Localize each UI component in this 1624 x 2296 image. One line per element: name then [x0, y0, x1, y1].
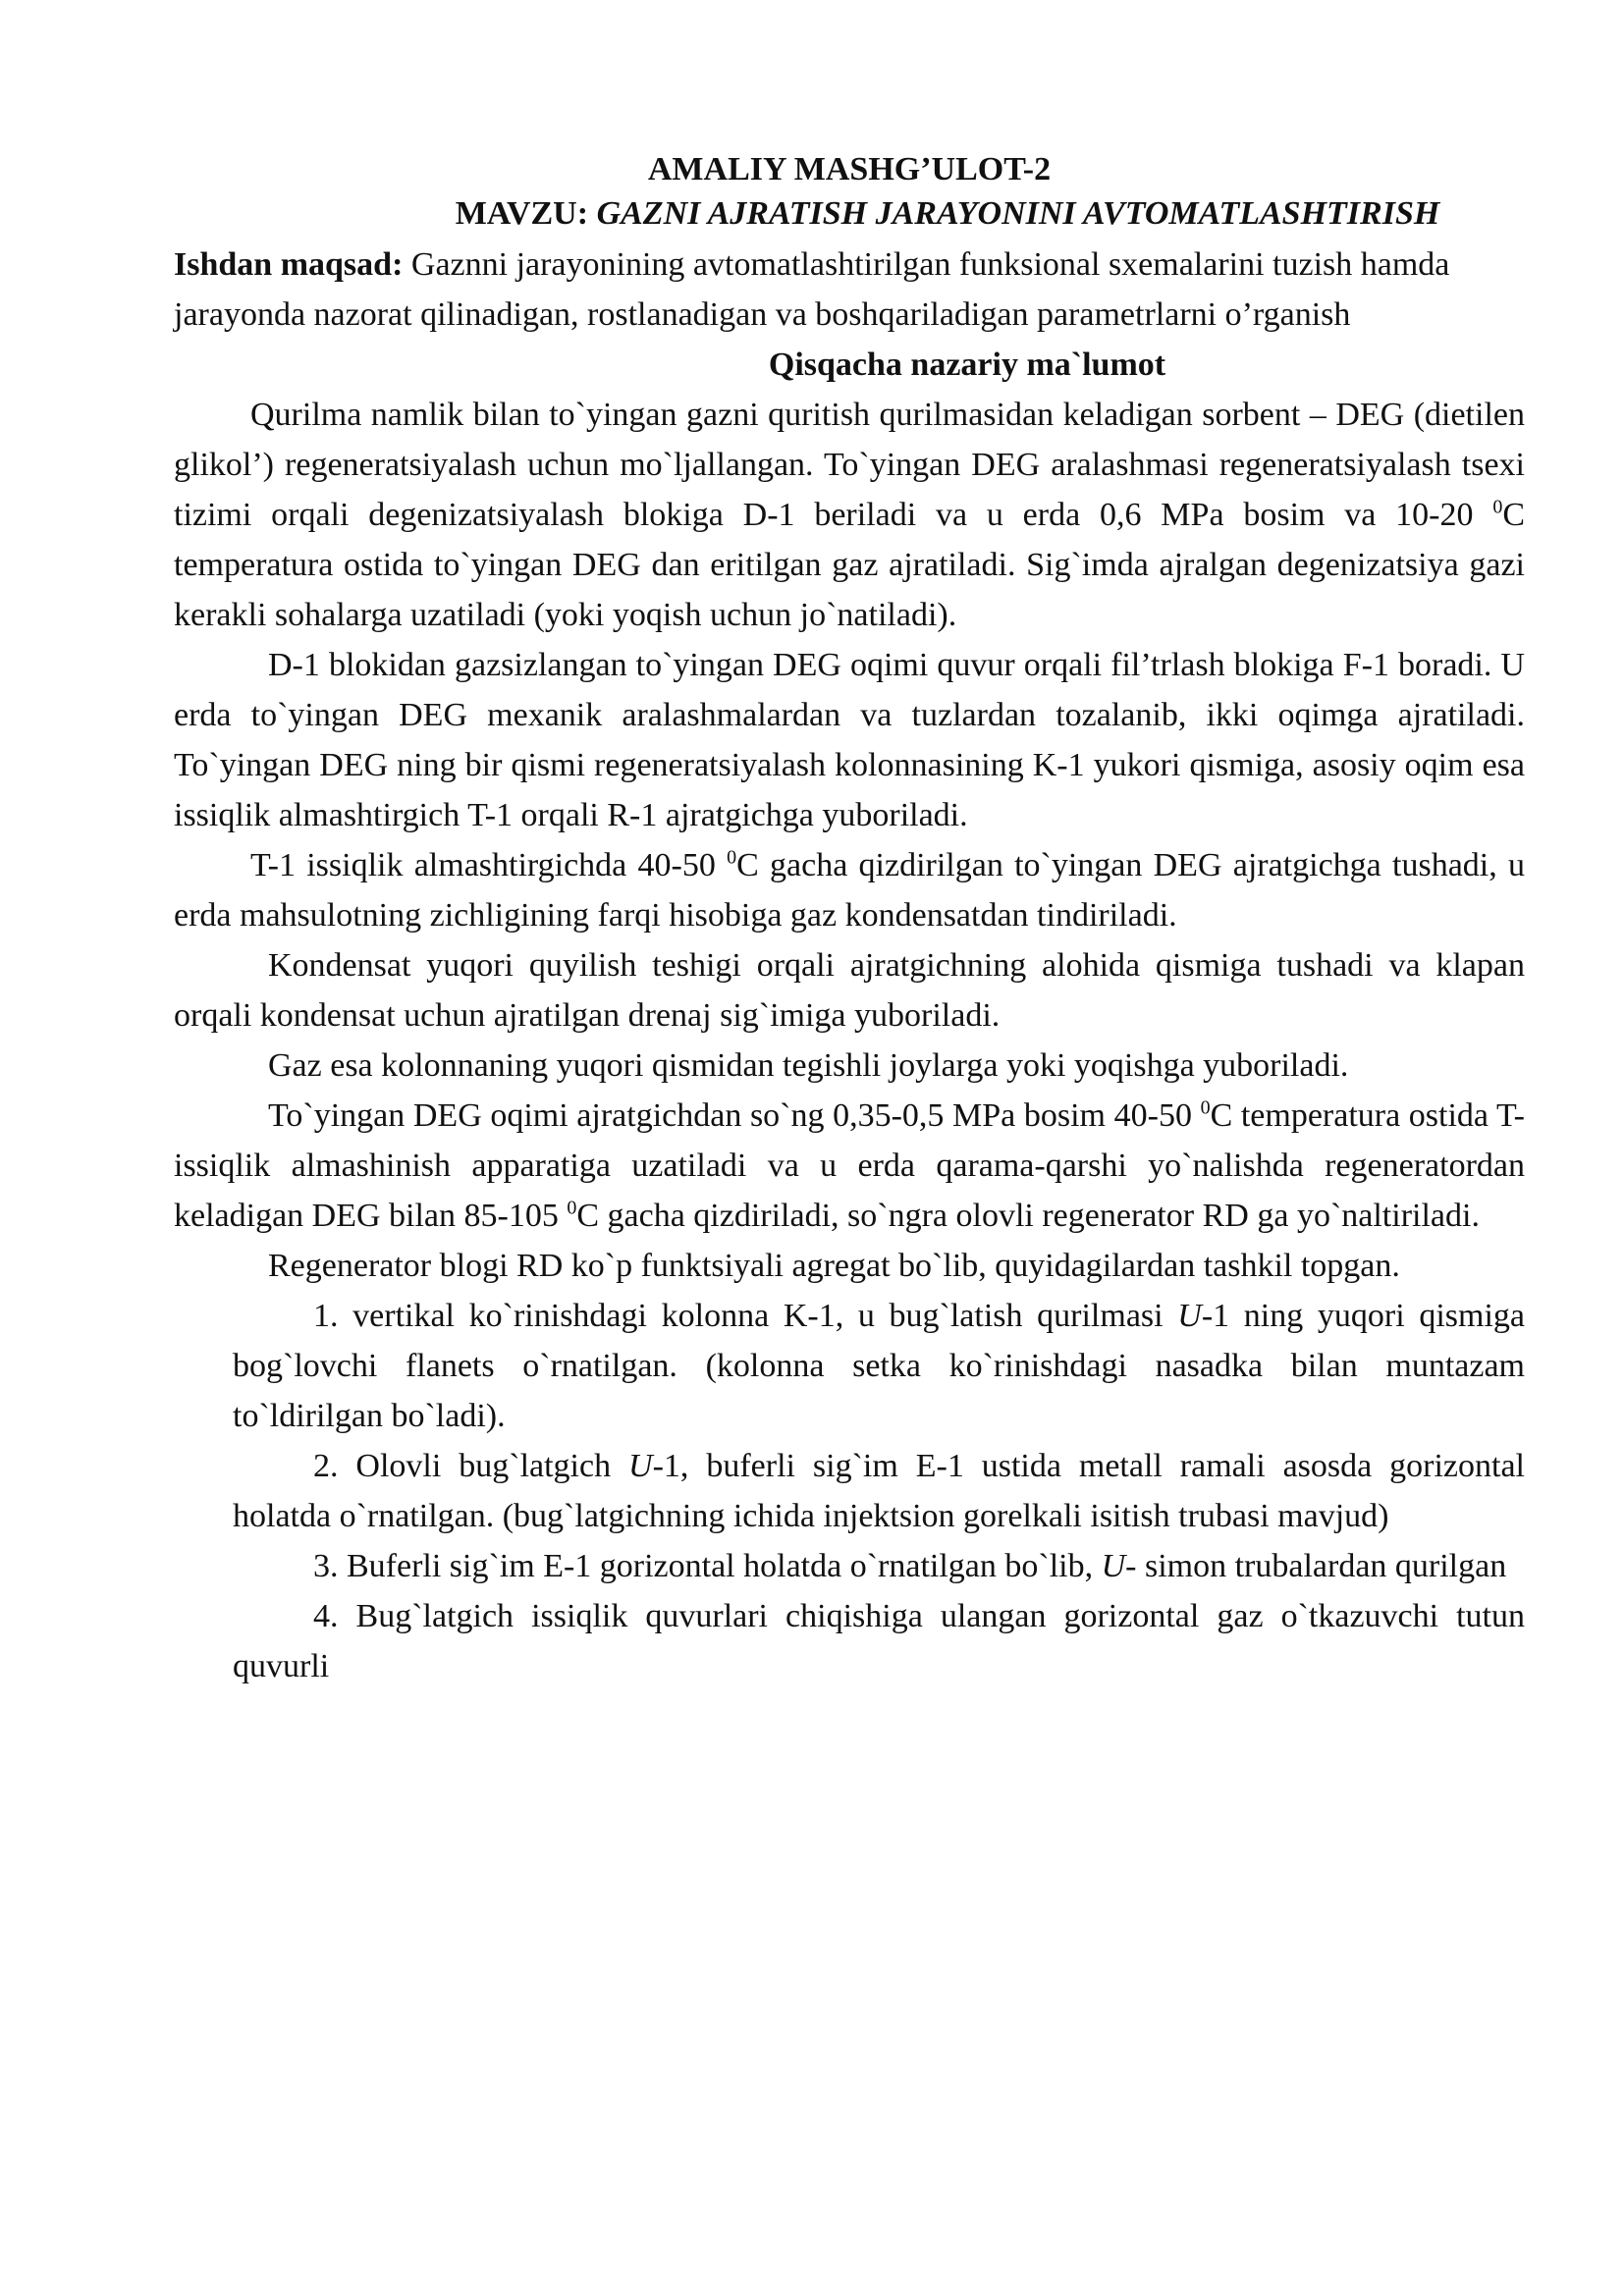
paragraph-3-text-a: T-1 issiqlik almashtirgichda 40-50: [250, 847, 728, 883]
paragraph-1: [174, 390, 1525, 640]
degree-mark: 0: [567, 1197, 577, 1219]
paragraph-3-text-b: C gacha qizdirilgan to`yingan DEG ajratgichga tushadi, u erda mahsulotning zichligining farqi hisobiga gaz kondensatdan tindiriladi.: [174, 847, 1525, 934]
degree-mark: 0: [1492, 496, 1503, 518]
topic-label: MAVZU:: [455, 195, 597, 232]
paragraph-6-text-a: To`yingan DEG oqimi ajratgichdan so`ng 0,35-0,5 MPa bosim 40-50: [268, 1097, 1201, 1134]
list-item-text-a: 1. vertikal ko`rinishdagi kolonna K-1, u bug`latish qurilmasi: [313, 1298, 1178, 1334]
list-item-text-a: 3. Buferli sig`im E-1 gorizontal holatda o`rnatilgan bo`lib,: [313, 1548, 1102, 1584]
paragraph-1-text-a: Qurilma namlik bilan to`yingan gazni quritish qurilmasidan keladigan sorbent – DEG (dietilen glikol’) regeneratsiyalash uchun mo`ljallangan. To`yingan DEG aralashmasi regeneratsiyalash tsexi tizimi orqali degenizatsiyalash blokiga D-1 beriladi va u erda 0,6 MPa bosim va 10-20: [174, 397, 1525, 533]
goal-label: Ishdan maqsad:: [174, 246, 404, 283]
list-item-italic: U: [1177, 1298, 1202, 1334]
paragraph-6-text-c: C gacha qizdiriladi, so`ngra olovli regenerator RD ga yo`naltiriladi.: [576, 1198, 1480, 1234]
paragraph-6: [174, 1091, 1525, 1241]
list-item: [233, 1291, 1525, 1441]
degree-mark: 0: [1200, 1096, 1211, 1119]
list-item-text-b: -1, buferli sig`im E-1 ustida metall ramali asosda gorizontal holatda o`rnatilgan. (bug`latgichning ichida injektsion gorelkali isitish trubasi mavjud): [233, 1448, 1525, 1534]
goal-text: Gaznni jarayonining avtomatlashtirilgan funksional sxemalarini tuzish hamda jarayonda nazorat qilinadigan, rostlanadigan va boshqariladigan parametrlarni o’rganish: [174, 246, 1450, 333]
component-list: [174, 1291, 1525, 1691]
list-item-text-b: -1 ning yuqori qismiga bog`lovchi flanets o`rnatilgan. (kolonna setka ko`rinishdagi nasadka bilan muntazam to`ldirilgan bo`ladi).: [233, 1298, 1525, 1434]
paragraph-4: Kondensat yuqori quyilish teshigi orqali ajratgichning alohida qismiga tushadi va klapan orqali kondensat uchun ajratilgan drenaj sig`imiga yuboriladi.: [174, 947, 1525, 1034]
list-item: [233, 1541, 1525, 1591]
page-title: [174, 147, 1525, 191]
topic-subject: GAZNI AJRATISH JARAYONINI AVTOMATLASHTIRISH: [596, 195, 1440, 232]
paragraph-2: D-1 blokidan gazsizlangan to`yingan DEG oqimi quvur orqali fil’trlash blokiga F-1 boradi. U erda to`yingan DEG mexanik aralashmalardan va tuzlardan tozalanib, ikki oqimga ajratiladi. To`yingan DEG ning bir qismi regeneratsiyalash kolonnasining K-1 yukori qismiga, asosiy oqim esa issiqlik almashtirgich T-1 orqali R-1 ajratgichga yuboriladi.: [174, 647, 1525, 833]
paragraph-7: Regenerator blogi RD ko`p funktsiyali agregat bo`lib, quyidagilardan tashkil topgan.: [268, 1248, 1400, 1284]
paragraph-6-text-b: C temperatura ostida T- issiqlik almashinish apparatiga uzatiladi va u erda qarama-qarshi yo`nalishda regeneratordan keladigan DEG bilan 85-105: [174, 1097, 1525, 1234]
document-page: [174, 147, 1525, 1691]
title-text: AMALIY MASHG’ULOT-2: [647, 151, 1052, 187]
topic-title: [174, 191, 1525, 236]
section-title: Qisqacha nazariy ma`lumot: [768, 347, 1166, 383]
degree-mark: 0: [727, 846, 737, 869]
list-item-text-a: 2. Olovli bug`latgich: [313, 1448, 629, 1484]
list-item-italic: U: [628, 1448, 653, 1484]
list-item: [233, 1591, 1525, 1691]
goal-paragraph: [174, 240, 1525, 340]
paragraph-5: Gaz esa kolonnaning yuqori qismidan tegishli joylarga yoki yoqishga yuboriladi.: [268, 1047, 1349, 1084]
list-item-text-a: 4. Bug`latgich issiqlik quvurlari chiqishiga ulangan gorizontal gaz o`tkazuvchi tutun quvurli: [233, 1598, 1525, 1684]
paragraph-1-text-b: C temperatura ostida to`yingan DEG dan eritilgan gaz ajratiladi. Sig`imda ajralgan degenizatsiya gazi kerakli sohalarga uzatiladi (yoki yoqish uchun jo`natiladi).: [174, 497, 1525, 633]
list-item-italic: U: [1101, 1548, 1126, 1584]
paragraph-3: [174, 840, 1525, 940]
list-item: [233, 1441, 1525, 1541]
list-item-text-b: - simon trubalardan qurilgan: [1125, 1548, 1507, 1584]
